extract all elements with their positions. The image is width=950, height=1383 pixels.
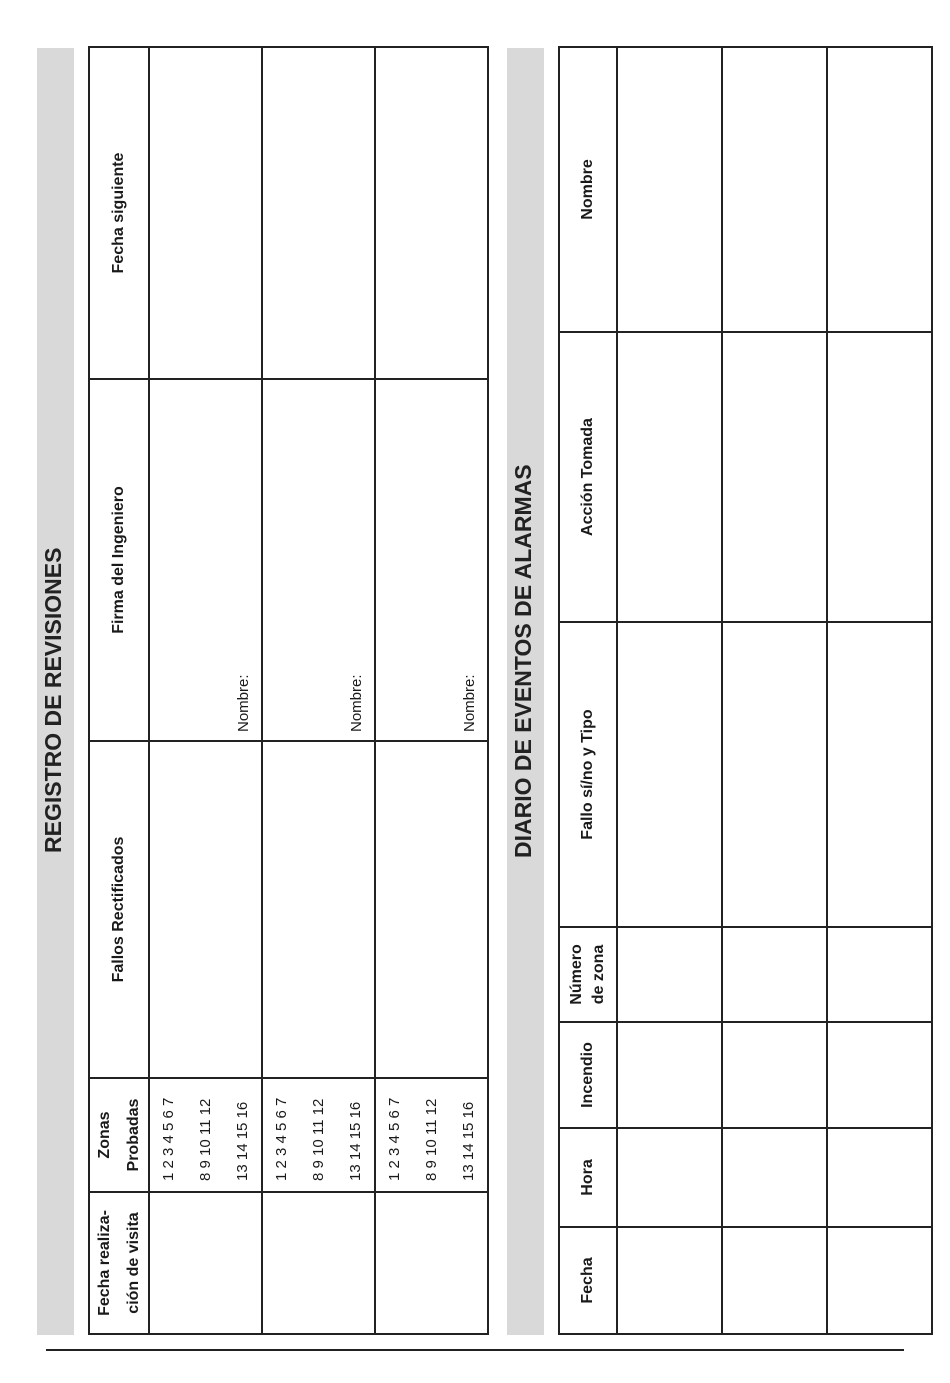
- revisiones-table: [88, 46, 489, 1335]
- rev-cell-zonas: 1 2 3 4 5 6 7 8 9 10 11 12 13 14 15 16: [262, 1078, 375, 1192]
- alarm-header-fallo: Fallo sí/no y Tipo: [559, 622, 617, 927]
- rev-cell-fecha-siguiente[interactable]: [149, 47, 262, 379]
- alarm-cell-nombre[interactable]: [722, 47, 827, 332]
- alarm-header-numero-zona: Número de zona: [559, 927, 617, 1022]
- rev-cell-fallos[interactable]: [262, 741, 375, 1078]
- alarm-header-fecha: Fecha: [559, 1227, 617, 1334]
- rev-header-fecha-siguiente: Fecha siguiente: [89, 47, 149, 379]
- alarm-cell-fallo[interactable]: [617, 622, 722, 927]
- alarm-header-incendio: Incendio: [559, 1022, 617, 1128]
- rev-header-firma: Firma del Ingeniero: [89, 379, 149, 741]
- alarm-cell-hora[interactable]: [827, 1128, 932, 1227]
- rev-header-fallos: Fallos Rectificados: [89, 741, 149, 1078]
- alarm-cell-hora[interactable]: [722, 1128, 827, 1227]
- alarm-header-hora: Hora: [559, 1128, 617, 1227]
- alarm-cell-accion[interactable]: [827, 332, 932, 622]
- alarm-cell-accion[interactable]: [722, 332, 827, 622]
- alarm-cell-incendio[interactable]: [722, 1022, 827, 1128]
- alarm-cell-hora[interactable]: [617, 1128, 722, 1227]
- rev-cell-fecha[interactable]: [262, 1192, 375, 1334]
- rev-cell-firma[interactable]: [375, 379, 488, 741]
- rev-cell-fecha[interactable]: [149, 1192, 262, 1334]
- rev-cell-fallos[interactable]: [149, 741, 262, 1078]
- revisiones-title: REGISTRO DE REVISIONES: [40, 547, 66, 853]
- alarm-cell-nombre[interactable]: [617, 47, 722, 332]
- firma-nombre-label: Nombre:: [461, 674, 478, 732]
- rev-cell-firma[interactable]: [262, 379, 375, 741]
- table-row: [149, 47, 262, 1334]
- rev-cell-fecha[interactable]: [375, 1192, 488, 1334]
- alarm-cell-fecha[interactable]: [722, 1227, 827, 1334]
- alarm-cell-nombre[interactable]: [827, 47, 932, 332]
- rev-cell-fallos[interactable]: [375, 741, 488, 1078]
- alarmas-title: DIARIO DE EVENTOS DE ALARMAS: [510, 464, 536, 858]
- alarm-cell-fallo[interactable]: [827, 622, 932, 927]
- alarm-header-accion: Acción Tomada: [559, 332, 617, 622]
- table-row: [262, 47, 375, 1334]
- alarm-cell-numero-zona[interactable]: [617, 927, 722, 1022]
- rev-header-fecha: Fecha realiza- ción de visita: [89, 1192, 149, 1334]
- bottom-rule: [46, 1349, 904, 1351]
- firma-nombre-label: Nombre:: [348, 674, 365, 732]
- alarm-header-nombre: Nombre: [559, 47, 617, 332]
- table-row: [617, 47, 722, 1334]
- rev-header-zonas: Zonas Probadas: [89, 1078, 149, 1192]
- alarmas-table: [558, 46, 933, 1335]
- rev-cell-zonas: 1 2 3 4 5 6 7 8 9 10 11 12 13 14 15 16: [149, 1078, 262, 1192]
- table-row: [827, 47, 932, 1334]
- alarm-cell-fecha[interactable]: [617, 1227, 722, 1334]
- table-row: [722, 47, 827, 1334]
- rev-cell-fecha-siguiente[interactable]: [262, 47, 375, 379]
- rev-cell-zonas: 1 2 3 4 5 6 7 8 9 10 11 12 13 14 15 16: [375, 1078, 488, 1192]
- alarm-cell-numero-zona[interactable]: [722, 927, 827, 1022]
- rev-cell-fecha-siguiente[interactable]: [375, 47, 488, 379]
- table-row: [375, 47, 488, 1334]
- alarm-cell-numero-zona[interactable]: [827, 927, 932, 1022]
- rev-cell-firma[interactable]: [149, 379, 262, 741]
- alarm-cell-accion[interactable]: [617, 332, 722, 622]
- firma-nombre-label: Nombre:: [235, 674, 252, 732]
- alarm-cell-fecha[interactable]: [827, 1227, 932, 1334]
- alarm-cell-incendio[interactable]: [617, 1022, 722, 1128]
- alarm-cell-incendio[interactable]: [827, 1022, 932, 1128]
- alarm-cell-fallo[interactable]: [722, 622, 827, 927]
